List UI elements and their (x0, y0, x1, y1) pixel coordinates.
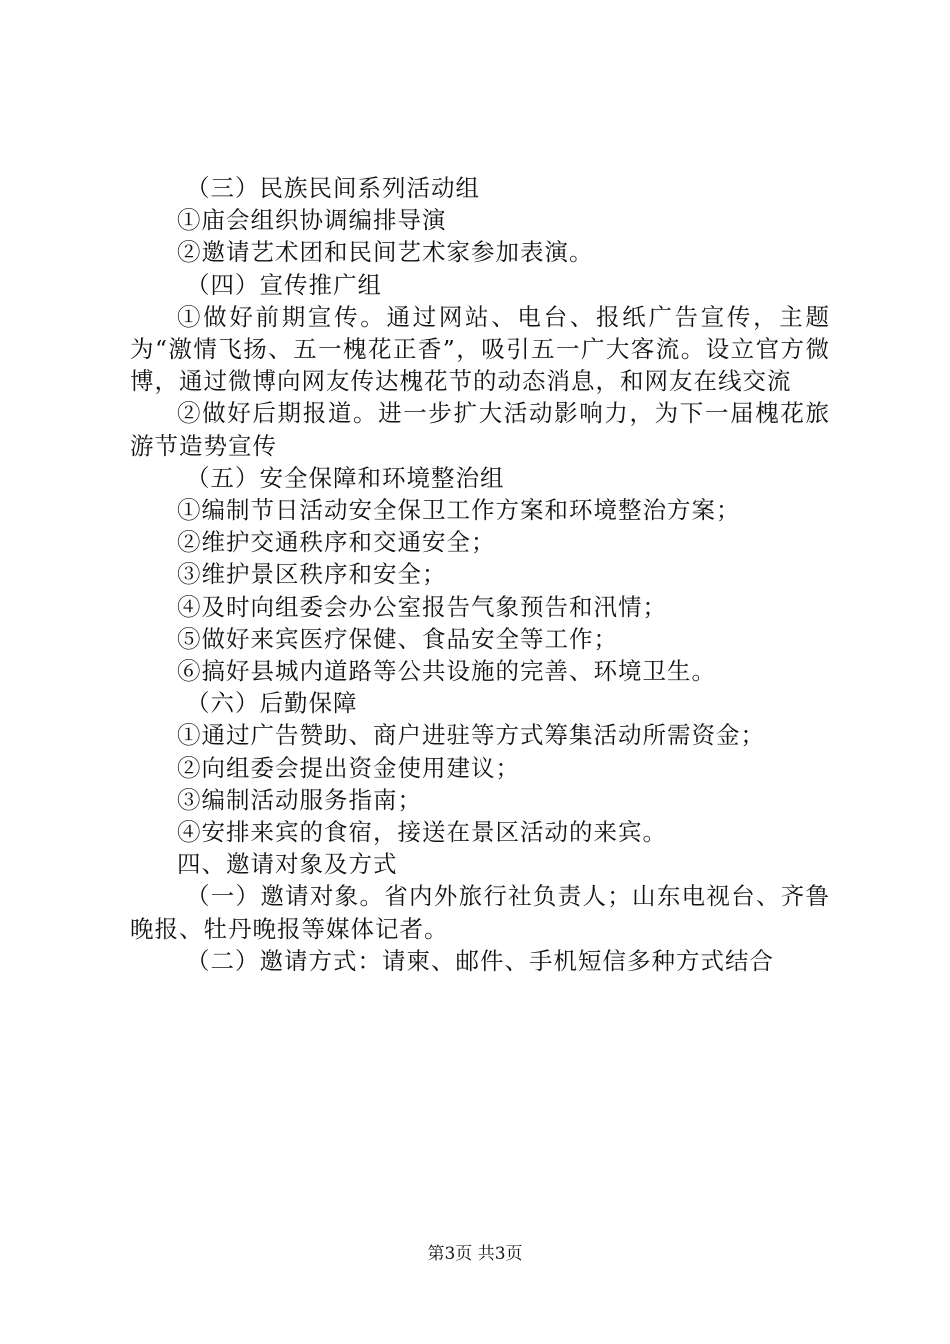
list-item: ⑥搞好县城内道路等公共设施的完善、环境卫生。 (177, 657, 716, 686)
list-item: ②向组委会提出资金使用建议； (177, 753, 520, 782)
list-item: ①庙会组织协调编排导演 (177, 206, 447, 235)
section-heading: （四）宣传推广组 (186, 270, 382, 299)
section-heading: （五）安全保障和环境整治组 (186, 463, 505, 492)
list-item: ②维护交通秩序和交通安全； (177, 528, 496, 557)
list-item: ⑤做好来宾医疗保健、食品安全等工作； (177, 624, 618, 653)
list-item: ③维护景区秩序和安全； (177, 560, 447, 589)
list-item: ①编制节日活动安全保卫工作方案和环境整治方案； (177, 496, 741, 525)
page-footer: 第3页 共3页 (427, 1244, 523, 1264)
paragraph: （一）邀请对象。省内外旅行社负责人；山东电视台、齐鲁晚报、牡丹晚报等媒体记者。 (130, 882, 830, 943)
chapter-heading: 四、邀请对象及方式 (177, 850, 398, 879)
list-item: ③编制活动服务指南； (177, 785, 422, 814)
list-item: ①通过广告赞助、商户进驻等方式筹集活动所需资金； (177, 721, 765, 750)
paragraph: （二）邀请方式：请柬、邮件、手机短信多种方式结合 (186, 946, 774, 975)
list-item: ④及时向组委会办公室报告气象预告和汛情； (177, 592, 667, 621)
section-heading: （三）民族民间系列活动组 (186, 174, 480, 202)
list-item: ②邀请艺术团和民间艺术家参加表演。 (177, 238, 594, 267)
list-item: ①做好前期宣传。通过网站、电台、报纸广告宣传，主题为“激情飞扬、五一槐花正香”，吸引五一广大客流。设立官方微博，通过微博向网友传达槐花节的动态消息，和网友在线交流 (130, 302, 830, 396)
list-item: ②做好后期报道。进一步扩大活动影响力，为下一届槐花旅游节造势宣传 (130, 399, 830, 460)
section-heading: （六）后勤保障 (186, 689, 358, 718)
document-body (130, 172, 830, 977)
list-item: ④安排来宾的食宿，接送在景区活动的来宾。 (177, 818, 667, 847)
